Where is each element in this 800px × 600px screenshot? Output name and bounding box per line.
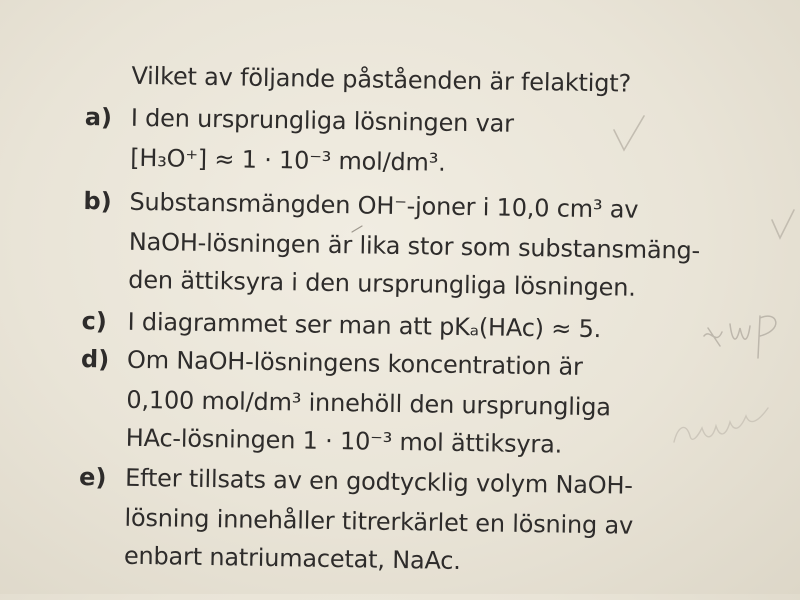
option-label: d) bbox=[80, 344, 110, 374]
question-text: Vilket av följande påståenden är felaktigt? bbox=[131, 61, 632, 98]
option-label: b) bbox=[83, 187, 112, 216]
option-label: e) bbox=[78, 462, 107, 492]
option-text-line: I den ursprungliga lösningen var bbox=[130, 103, 514, 138]
option-text-line: 0,100 mol/dm³ innehöll den ursprungliga bbox=[126, 385, 611, 422]
option-label: a) bbox=[84, 103, 113, 132]
option-text-line: Om NaOH-lösningens koncentration är bbox=[126, 345, 583, 381]
option-text-line: enbart natriumacetat, NaAc. bbox=[123, 541, 461, 575]
option-text-line: HAc-lösningen 1 · 10⁻³ mol ättiksyra. bbox=[125, 423, 563, 459]
option-text-line: Efter tillsats av en godtycklig volym NaOH- bbox=[124, 463, 634, 500]
option-text-line: den ättiksyra i den ursprungliga lösningen. bbox=[128, 265, 636, 302]
option-label: c) bbox=[81, 307, 108, 336]
option-text-line: lösning innehåller titrerkärlet en lösning av bbox=[124, 503, 634, 540]
option-text-line: Substansmängden OH⁻-joner i 10,0 cm³ av bbox=[129, 187, 639, 224]
option-text-line: [H₃O⁺] ≈ 1 · 10⁻³ mol/dm³. bbox=[129, 143, 446, 177]
option-text-line: I diagrammet ser man att pKₐ(HAc) ≈ 5. bbox=[127, 307, 602, 344]
option-text-line: NaOH-lösningen är lika stor som substansmäng- bbox=[128, 227, 701, 265]
